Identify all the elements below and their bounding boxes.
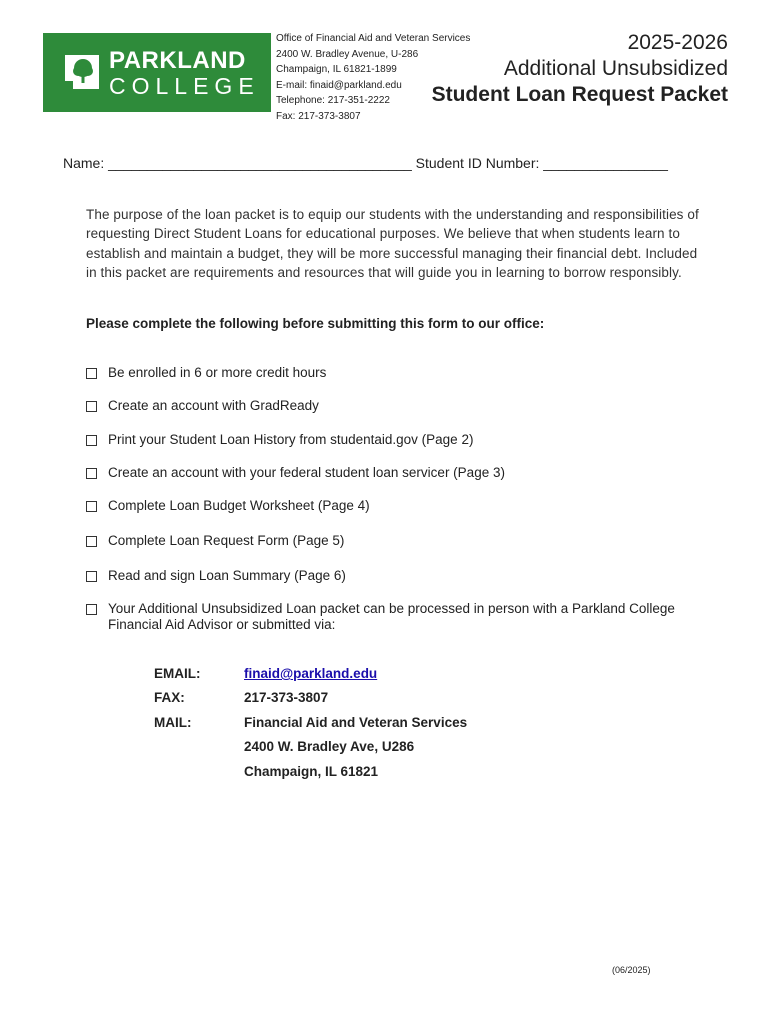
checkbox-icon[interactable] [86,571,97,582]
revision-date: (06/2025) [612,965,651,975]
checklist-item-label: Create an account with GradReady [108,398,319,413]
checkbox-icon[interactable] [86,604,97,615]
checkbox-icon[interactable] [86,468,97,479]
checklist-item[interactable] [86,465,706,481]
checklist-item-label: Read and sign Loan Summary (Page 6) [108,568,346,583]
checklist-item[interactable] [86,432,706,448]
instructions-heading: Please complete the following before submitting this form to our office: [86,316,545,331]
office-address2: Champaign, IL 61821-1899 [276,64,397,75]
checklist-item[interactable] [86,498,706,514]
fax-label: FAX: [154,690,185,705]
checkbox-icon[interactable] [86,501,97,512]
office-email: E-mail: finaid@parkland.edu [276,79,402,91]
office-address1: 2400 W. Bradley Avenue, U-286 [276,48,419,60]
checkbox-icon[interactable] [86,435,97,446]
title-main: Student Loan Request Packet [431,83,728,106]
checklist-item-label: Be enrolled in 6 or more credit hours [108,365,327,380]
checklist-item[interactable] [86,533,706,549]
logo-line1: PARKLAND [109,47,246,74]
email-label: EMAIL: [154,666,201,681]
logo-line2: COLLEGE [109,73,260,99]
office-name: Office of Financial Aid and Veteran Services [276,33,471,44]
checklist-item[interactable] [86,568,706,584]
mail-label: MAIL: [154,715,192,730]
checklist-item-label: Print your Student Loan History from studentaid.gov (Page 2) [108,432,474,447]
checklist-item-label: Create an account with your federal student loan servicer (Page 3) [108,465,505,480]
email-link[interactable]: finaid@parkland.edu [244,666,378,681]
checklist-item[interactable] [86,365,706,381]
document-title [432,30,728,108]
checkbox-icon[interactable] [86,536,97,547]
title-year: 2025-2026 [627,31,728,54]
checkbox-icon[interactable] [86,368,97,379]
checklist-item[interactable] [86,601,706,633]
checkbox-icon[interactable] [86,401,97,412]
checklist-item-label: Complete Loan Budget Worksheet (Page 4) [108,498,370,513]
mail-address-line2: 2400 W. Bradley Ave, U286 [244,739,415,754]
checklist-item-label: Your Additional Unsubsidized Loan packet can be processed in person with a Parkland College Financial Aid Advisor or submitted via: [108,601,675,632]
fax-value: 217-373-3807 [244,690,329,705]
checklist-item[interactable] [86,398,706,414]
name-and-id-fields[interactable]: Name: _______________________________________ Student ID Number: ________________ [63,155,668,171]
title-subtitle: Additional Unsubsidized [503,57,728,80]
mail-address-line1: Financial Aid and Veteran Services [244,715,468,730]
office-phone: Telephone: 217-351-2222 [276,95,390,106]
purpose-paragraph: The purpose of the loan packet is to equip our students with the understanding and responsibilities of requesting Direct Student Loans for educational purposes. We believe that when students learn to establish and maintain a budget, they will be more successful managing their financial debt. Included in this packet are requirements and resources that will guide you in learning to borrow responsibly. [86,207,699,281]
parkland-college-logo [43,33,271,112]
tree-icon [63,53,101,91]
mail-address-line3: Champaign, IL 61821 [244,764,379,779]
checklist-item-label: Complete Loan Request Form (Page 5) [108,533,345,548]
office-fax: Fax: 217-373-3807 [276,110,361,122]
